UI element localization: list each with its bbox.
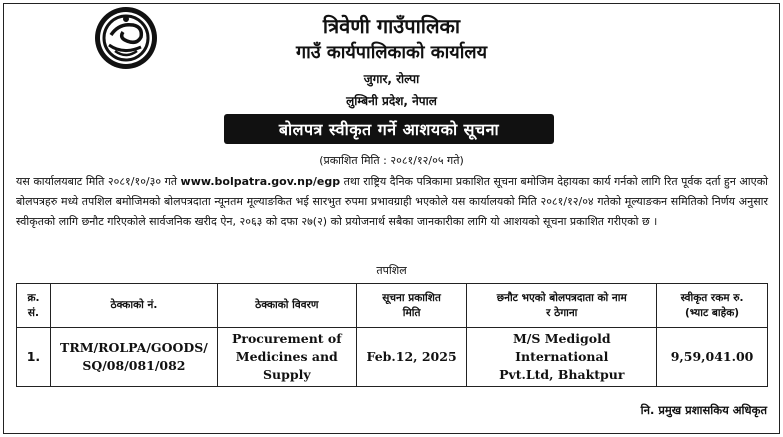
signatory-title: नि. प्रमुख प्रशासकिय अधिकृत [640,403,767,417]
details-label: तपशिल [376,264,407,277]
header-bidder: छनौट भएको बोलपत्रदाता को नाम र ठेगाना [467,284,657,328]
header-contract-no: ठेक्काको नं. [50,284,217,328]
bolpatra-website: www.bolpatra.gov.np/egp [180,175,341,188]
cell-amount: 9,59,041.00 [657,328,768,387]
header-notice-date: सूचना प्रकाशित मिति [356,284,467,328]
table-row [17,328,768,387]
table-header-row [17,284,768,328]
office-location: जुगार, रोल्पा [363,72,420,86]
office-province: लुम्बिनी प्रदेश, नेपाल [346,94,437,108]
award-table [16,283,768,387]
office-subtitle: गाउँ कार्यपालिकाको कार्यालय [295,42,488,63]
published-date: (प्रकाशित मिति : २०८१/१२/०५ गते) [319,154,464,167]
cell-sn: 1. [17,328,51,387]
notice-body [16,172,768,232]
notice-banner: बोलपत्र स्वीकृत गर्ने आशयको सूचना [224,114,554,144]
header-sn: क्र. सं. [17,284,51,328]
cell-contract-no: TRM/ROLPA/GOODS/ SQ/08/081/082 [50,328,217,387]
cell-description: Procurement of Medicines and Supply [217,328,356,387]
cell-bidder: M/S Medigold International Pvt.Ltd, Bhaktpur [467,328,657,387]
body-text-part2: तथा राष्ट्रिय दैनिक पत्रिकामा प्रकाशित सूचना बमोजिम देहायका कार्य गर्नको लागि रित पूर्वक दर्ता हुन आएको बोलपत्रहरु मध्ये तपशिल बमोजिमको बोलपत्रदाता न्यूनतम मूल्याङकित भई सारभुत रुपमा प्रभावग्राही भएकोले यस कार्यालयको मिति २०८१/१२/०४ गतेको मूल्याङकन समितिको निर्णय अनुसार स्वीकृतको लागि छनौट गरिएकोले सार्वजनिक खरीद ऐन, २०६३ को दफा २७(२) को प्रयोजनार्थ सबैका जानकारीका लागि यो आशयको सूचना प्रकाशित गरीएको छ । [16,175,768,228]
header-description: ठेक्काको विवरण [217,284,356,328]
body-text-part1: यस कार्यालयबाट मिति २०८१/१०/३० गते [16,175,181,188]
office-title: त्रिवेणी गाउँपालिका [322,14,461,38]
cell-notice-date: Feb.12, 2025 [356,328,467,387]
header-amount: स्वीकृत रकम रु. (भ्याट बाहेक) [657,284,768,328]
